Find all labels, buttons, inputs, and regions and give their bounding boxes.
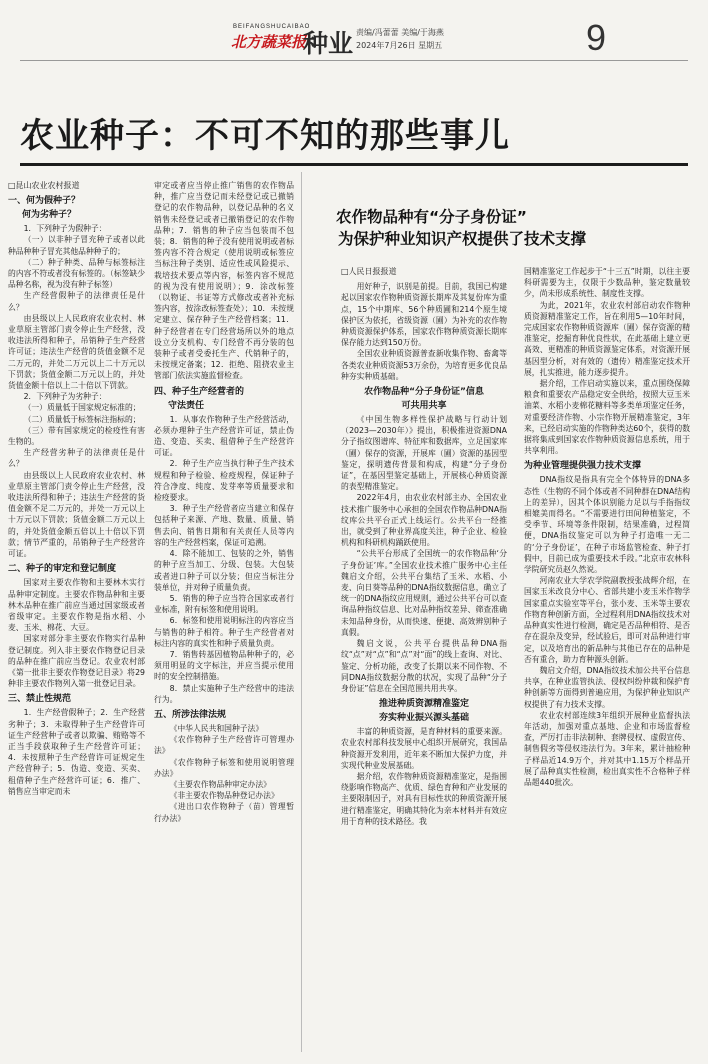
paragraph: 2022年4月，由农业农村部主办、全国农业技术推广服务中心承担的全国农作物品种DNA指纹库公共平台正式上线运行。公共平台一经推出，就受到了种业界高度关注，种子企业、检验机构和科研机构踊跃使用。	[341, 493, 507, 548]
paragraph: 4．除不能加工、包装的之外，销售的种子应当加工、分级、包装。大包装或者进口种子可以分装；但应当标注分装单位，并对种子质量负责。	[154, 549, 294, 592]
paragraph: 2．下列种子为劣种子：	[23, 392, 107, 402]
paragraph: 国家对部分非主要农作物实行品种登记制度。列入非主要农作物登记目录的品种在推广前应当登记。农业农村部《第一批非主要农作物登记目录》将29种非主要农作物列入第一批登记目录。	[8, 634, 145, 689]
paragraph: “公共平台形成了全国统一的农作物品种‘分子身份证’库。”全国农业技术推广服务中心主任魏启文介绍，公共平台集结了玉米、水稻、小麦、向日葵等品种的DNA指纹数据信息，确立了统一的DNA指纹应用规则，通过公共平台可以查询品种指纹信息、比对品种指纹差异、筛查准确未知品种身份，从而快速、便捷、高效辨别种子真假。	[341, 549, 507, 637]
paragraph: 据介绍，农作物种质资源精准鉴定，是指围绕影响作物高产、优质、绿色育种和产业发展的主要限制因子，对具有目标性状的种质资源开展进行精准鉴定，明确其特化为亲本材料并有效应用于育种的技术路径。我	[341, 771, 507, 826]
date-line: 2024年7月26日 星期五	[356, 41, 443, 50]
page-headline: 农业种子：不可不知的那些事儿	[20, 116, 510, 156]
byline: □昆山农业农村报道	[8, 181, 80, 190]
sub-heading: 为种业管理提供强力技术支撑	[524, 461, 642, 472]
paragraph: DNA指纹是指具有完全个体特异的DNA多态性（生物的不同个体或者不同种群在DNA结构上的差异），因其个体识别能力足以与手指指纹相媲美而得名。“不需要进行田间种植鉴定，不受季节、环境等条件限制，结果准确，过程简便，DNA指纹鉴定可以为种子打造唯一无二的‘分子身份证’，在种子市场监管检查、种子打假中，目前已成为重要技术手段。”北京市农林科学院研究员赵久然说。	[524, 475, 690, 575]
paragraph: 魏启文说，公共平台提供品种DNA指纹“点”对“点”和“点”对“面”的线上查询、对比、鉴定、分析功能，改变了长期以来不同作物、不同DNA指纹数据分散的状况，实现了品种“分子身份证”信息在全国范围共用共享。	[341, 639, 507, 693]
paragraph: （二）质量低于标签标注指标的；	[23, 414, 141, 424]
paragraph: 《进出口农作物种子（苗）管理暂行办法》	[154, 802, 294, 823]
paragraph: 生产经营劣种子的法律责任是什么？	[8, 448, 145, 469]
column-1	[8, 180, 145, 1055]
section-subheading: 守法责任	[168, 400, 205, 411]
feature-title-line-1: 农作物品种有“分子身份证”	[336, 208, 527, 226]
paragraph: 《农作物种子标签和使用说明管理办法》	[154, 757, 294, 778]
column-divider	[301, 172, 302, 1052]
paragraph: 2．种子生产应当执行种子生产技术规程和种子检验、检疫规程，保证种子符合净度、纯度、发芽率等质量要求和检疫要求。	[154, 459, 294, 503]
paragraph: 河南农业大学农学院副教授张战辉介绍，在国家玉米改良分中心、省部共建小麦玉米作物学国家重点实验室等平台，张小麦、玉米等主要农作物育种创新方面，全过程利用DNA指纹技术对品种真实性进行检测，确定是否品种相符、是否存在混杂及变异，经试验后，即可对品种进行审定，以及培育出的新品种与其他已存在的品种是否有重合，助力育种源头创新。	[524, 576, 690, 664]
paragraph: 《中国生物多样性保护战略与行动计划（2023—2030年）》提出，积极推进资源DNA分子指纹图谱库、特征库和数据库，立足国家库（圃）保存的资源，开展库（圃）资源的基因型鉴定，探明遗传背景和构成，构建“分子身份证”，在基因型鉴定基础上，开展核心种质资源的表型精准鉴定。	[341, 415, 507, 492]
section-subheading: 何为劣种子？	[22, 210, 77, 221]
paragraph: 7．销售转基因植物品种种子的，必须用明显的文字标注，并应当提示使用时的安全控制措施。	[154, 649, 294, 682]
paragraph: 全国农业种质资源普查新收集作物、畜禽等各类农业种质资源53万余份，为培育更多优良品种夯实种质基础。	[341, 349, 507, 381]
paragraph: 国精准鉴定工作起步于“十三五”时期，以往主要科研需要为主，仅限于少数品种，鉴定数量较少，尚未形成系统性、制度性支撑。	[524, 267, 690, 299]
paragraph: 《主要农作物品种审定办法》	[169, 779, 271, 789]
paper-name-logo: 北方蔬菜报	[231, 33, 307, 51]
page-number: 9	[586, 17, 607, 58]
section-heading: 二、种子的审定和登记制度	[8, 564, 117, 575]
paragraph: 1．生产经营假种子；2．生产经营劣种子；3．未取得种子生产经营许可证生产经营种子或者以欺骗、贿赂等不正当手段获取种子生产经营许可证；4．未按照种子生产经营许可证规定生产经营种子；5．伪造、变造、买卖、租借种子生产经营许可证；6．推广、销售应当审定而未	[8, 708, 145, 796]
paragraph: 8．禁止实施种子生产经营中的违法行为。	[154, 683, 294, 704]
masthead	[0, 0, 708, 82]
byline: □人民日报报道	[341, 267, 397, 276]
paragraph: 审定或者应当停止推广销售的农作物品种，推广应当登记而未经登记或已撤销登记的农作物品种，以登记品种的名义销售未经登记或者已撤销登记的农作物品种；7．销售的种子应当包装而不包装；8．销售的种子没有使用说明或者标签内容不符合规定（使用说明或标签应当标注种子类别、适应性或风险提示、栽培技术要点等内容，标签内容不规范的视为没有使用说明）；9．涂改标签（以物证、书证等方式修改或者补充标签内容，按涂改标签查处）；10．未按规定建立、保存种子生产经营档案；11．种子经营者在专门经营场所以外的地点设立分支机构、专门经营不再分装的包装种子或者受委托生产、代销种子的，未按规定备案；12．拒绝、阻挠农业主管部门依法实施监督检查。	[154, 181, 294, 381]
column-3	[341, 266, 507, 1056]
paragraph: 农业农村部连续3年组织开展种业监督执法年活动，加强对重点基地、企业和市场监督检查，严厉打击非法制种、套牌侵权、虚假宣传、制售假劣等侵权违法行为。3年来，累计抽检种子样品近14.9万个，并对其中1.15万个样品开展了品种真实性检测，检出真实性不合格种子样品超440批次。	[524, 710, 690, 787]
sub-heading-line-2: 可共用共享	[401, 401, 447, 412]
paragraph: 魏启文介绍，DNA指纹技术加公共平台信息共享，在种业监管执法、侵权纠纷仲裁和保护育种创新等方面得到普遍应用，为保护种业知识产权提供了有力技术支撑。	[524, 665, 690, 709]
paragraph: 1．从事农作物种子生产经营活动，必须办理种子生产经营许可证，禁止伪造、变造、买卖、租借种子生产经营许可证。	[154, 414, 294, 458]
paragraph: 由县级以上人民政府农业农村、林业草原主管部门责令停止生产经营，没收违法所得和种子；违法生产经营的货值金额不足二万元的，并处一万元以上十万元以下罚款；货值金额二万元以上的，并处货值金额五倍以上十倍以下罚款；情节严重的，吊销种子生产经营许可证。	[8, 470, 145, 559]
paragraph: 《农作物种子生产经营许可管理办法》	[154, 735, 294, 756]
sub-heading: 推进种质资源精准鉴定	[378, 699, 469, 710]
paragraph: 5．销售的种子应当符合国家或者行业标准，附有标签和使用说明。	[154, 593, 294, 615]
section-title: 种业	[303, 29, 354, 58]
paragraph: 丰富的种质资源，是育种材料的重要来源。农业农村部科技发展中心组织开展研究，我国品种资源开发利用，近年来不断加大保护力度，并实现代种业发展基础。	[341, 727, 507, 770]
paragraph: 由县级以上人民政府农业农村、林业草原主管部门责令停止生产经营，没收违法所得和种子，吊销种子生产经营许可证；违法生产经营的货值金额不足二万元的，并处二万元以上二十万元以下罚款；货值金额二万元以上的，并处货值金额十倍以上二十倍以下罚款。	[8, 313, 145, 391]
paragraph: （一）以非种子冒充种子或者以此种品种种子冒充其他品种种子的；	[8, 235, 145, 256]
paragraph: （二）种子种类、品种与标签标注的内容不符或者没有标签的。（标签缺少品种名称，视为没有种子标签）	[8, 257, 145, 290]
section-heading: 五、所涉法律法规	[154, 709, 227, 720]
paragraph: 《非主要农作物品种登记办法》	[169, 791, 279, 801]
feature-title	[336, 206, 696, 250]
paper-pinyin: BEIFANGSHUCAIBAO	[233, 24, 311, 30]
section-heading: 一、何为假种子？	[8, 196, 81, 207]
section-heading: 四、种子生产经营者的	[154, 386, 245, 397]
paragraph: 3．种子生产经营者应当建立和保存包括种子来源、产地、数量、质量、销售去向、销售日期和有关责任人员等内容的生产经营档案，保证可追溯。	[154, 504, 294, 547]
column-4	[524, 266, 690, 1056]
sub-heading: 农作物品种“分子身份证”信息	[364, 387, 484, 398]
paragraph: 生产经营假种子的法律责任是什么？	[8, 291, 145, 312]
paragraph: 国家对主要农作物和主要林木实行品种审定制度。主要农作物品种和主要林木品种在推广前应当通过国家级或者省级审定。主要农作物是指水稻、小麦、玉米、棉花、大豆。	[8, 578, 145, 633]
section-heading: 三、禁止性规范	[8, 694, 72, 705]
paragraph: 据介绍，工作启动实施以来，重点围绕保障粮食和重要农产品稳定安全供给，按照大豆玉米油菜、水稻小麦棉花糖料等多类单项鉴定任务，对重要经济作物、小宗作物开展精准鉴定，3年来，已经启动实施的作物种类达60个，获得的数据将集成到国家农作物种质资源信息系统，用于共享利用。	[524, 379, 690, 456]
sub-heading-line-2: 夯实种业振兴源头基础	[378, 713, 469, 724]
paragraph: 《中华人民共和国种子法》	[169, 723, 264, 733]
editors-line: 责编/冯蕾蕾 美编/于海燕	[356, 28, 444, 37]
column-2	[154, 180, 294, 1055]
paragraph: 1．下列种子为假种子：	[23, 224, 107, 234]
paragraph: 用好种子，识别是前提。目前，我国已构建起以国家农作物种质资源长期库及其复份库为重点，15个中期库、56个种质圃和214个原生境保护区为依托，省级资源（圃）为补充的农作物种质资源保护体系，国家农作物种质资源长期库保存能力达到150万份。	[341, 282, 507, 348]
feature-title-line-2: 为保护种业知识产权提供了技术支撑	[338, 230, 587, 248]
headline-rule	[20, 163, 688, 166]
paragraph: （三）带有国家规定的检疫性有害生物的。	[8, 425, 145, 447]
paragraph: 6．标签和使用说明标注的内容应当与销售的种子相符。种子生产经营者对标注内容的真实性和种子质量负责。	[154, 616, 294, 648]
paragraph: （一）质量低于国家规定标准的；	[23, 403, 141, 413]
paragraph: 为此，2021年，农业农村部启动农作物种质资源精准鉴定工作，旨在利用5—10年时间，完成国家农作物种质资源库（圃）保存资源的精准鉴定，挖掘育种优良性状，在此基础上建立更高效、更精准的种质资源鉴定体系，对资源开展基因型分析，对有效的（遗传）精准鉴定技术开展，扎实推进，能力逐步提升。	[524, 300, 690, 377]
masthead-rule	[20, 60, 688, 61]
